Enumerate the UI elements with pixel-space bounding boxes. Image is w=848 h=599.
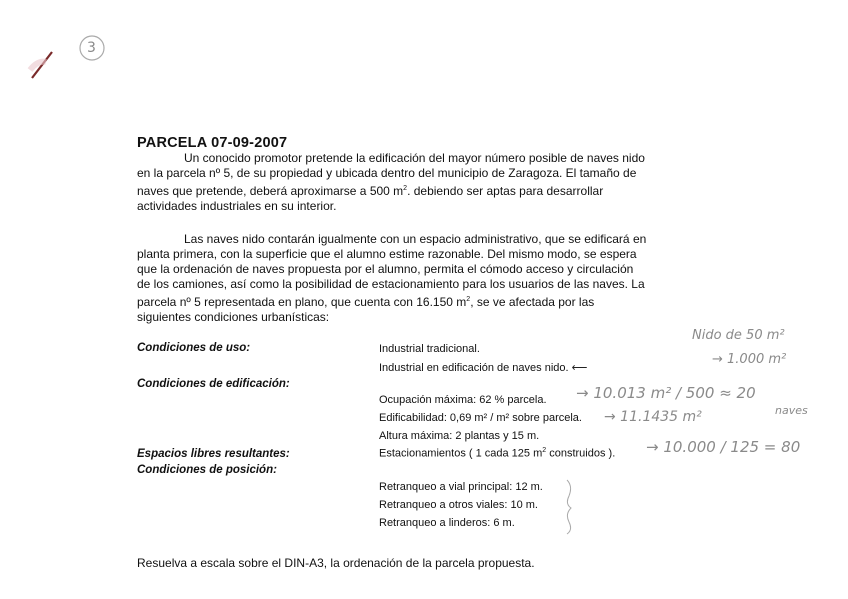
cond-edif-3: Altura máxima: 2 plantas y 15 m. — [379, 430, 540, 442]
paragraph-1 — [137, 151, 717, 214]
cond-pos-1: Retranqueo a vial principal: 12 m. — [379, 481, 543, 493]
cond-uso-label: Condiciones de uso: — [137, 342, 251, 354]
handwritten-note-4: → 10.000 / 125 = 80 — [646, 438, 801, 456]
handwritten-note-1b: → 1.000 m² — [712, 352, 787, 367]
p1-line2: en la parcela nº 5, de su propiedad y ubicada dentro del municipio de Zaragoza. El tamaño de — [137, 166, 637, 180]
handwritten-note-1a: Nido de 50 m² — [692, 328, 785, 343]
cond-pos-label: Condiciones de posición: — [137, 464, 277, 476]
p2-line4: de los camiones, así como la posibilidad de estacionamiento para los usuarios de las naves. La — [137, 277, 645, 291]
p2-line5: parcela nº 5 representada en plano, que cuenta con 16.150 $m^2$, se ve afectada por las — [137, 295, 595, 309]
cond-pos-3: Retranqueo a linderos: 6 m. — [379, 517, 515, 529]
cond-espacios: Estacionamientos ( 1 cada 125 $m^2$ construidos ). — [379, 447, 616, 460]
p2-line3: que la ordenación de naves propuesta por el alumno, permita el cómodo acceso y circulación — [137, 262, 634, 276]
p1-line4: actividades industriales en su interior. — [137, 199, 337, 213]
p2-line1: Las naves nido contarán igualmente con un espacio administrativo, que se edificará en — [184, 232, 647, 246]
p1-line3: naves que pretende, deberá aproximarse a 500 $m^2$. debiendo ser aptas para desarrollar — [137, 184, 604, 198]
handwritten-note-2: → 10.013 m² / 500 ≈ 20 — [576, 384, 756, 402]
p1-line1: Un conocido promotor pretende la edificación del mayor número posible de naves nido — [184, 151, 645, 165]
circled-number: 3 — [87, 40, 96, 56]
cond-pos-2: Retranqueo a otros viales: 10 m. — [379, 499, 538, 511]
pen-scribble-icon — [24, 30, 114, 90]
cond-edif-label: Condiciones de edificación: — [137, 378, 290, 390]
cond-uso-1: Industrial tradicional. — [379, 343, 480, 355]
brace-mark-icon — [563, 478, 579, 536]
cond-uso-2: Industrial en edificación de naves nido. ⟵ — [379, 362, 588, 374]
cond-edif-1: Ocupación máxima: 62 % parcela. — [379, 394, 547, 406]
cond-espacios-label: Espacios libres resultantes: — [137, 448, 290, 460]
footer-instruction: Resuelva a escala sobre el DIN-A3, la ordenación de la parcela propuesta. — [137, 556, 535, 570]
p2-line2: planta primera, con la superficie que el alumno estime razonable. Del mismo modo, se espera — [137, 247, 637, 261]
page-title: PARCELA 07-09-2007 — [137, 135, 288, 151]
p2-line6: siguientes condiciones urbanísticas: — [137, 310, 330, 324]
handwritten-note-3: → 11.1435 m² — [604, 409, 702, 425]
paragraph-2 — [137, 232, 717, 325]
handwritten-note-2b: naves — [775, 404, 808, 417]
cond-edif-2: Edificabilidad: 0,69 m² / m² sobre parcela. — [379, 412, 582, 424]
